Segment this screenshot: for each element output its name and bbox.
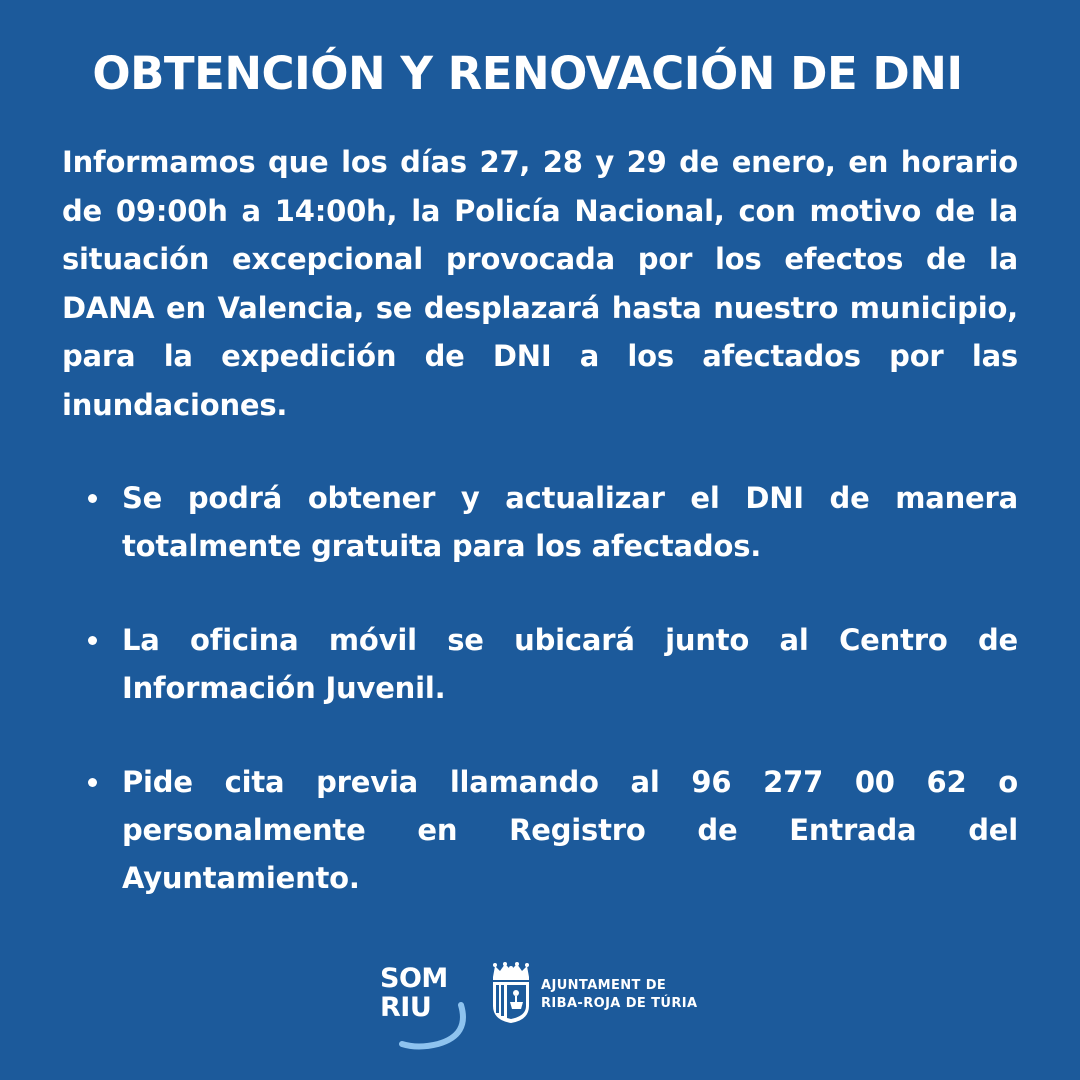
bullet-dot-icon xyxy=(88,636,97,645)
somriu-wordmark xyxy=(380,964,448,1022)
somriu-line-1: SOM xyxy=(380,963,448,994)
bullet-text: Pide cita previa llamando al 96 277 00 62 o personalmente en Registro de Entrada del Ayuntamiento. xyxy=(122,765,1018,895)
bullet-item-free-dni xyxy=(62,474,1018,570)
ajuntament-line-2: RIBA-ROJA DE TÚRIA xyxy=(541,996,698,1011)
bullet-dot-icon xyxy=(88,494,97,503)
coat-of-arms-icon xyxy=(490,962,532,1024)
bullet-list xyxy=(62,474,1018,902)
ajuntament-logo-text xyxy=(541,977,697,1013)
somriu-line-2: RIU xyxy=(380,992,432,1023)
bullet-dot-icon xyxy=(88,778,97,787)
bullet-text: Se podrá obtener y actualizar el DNI de manera totalmente gratuita para los afectados. xyxy=(122,481,1018,563)
page-title: OBTENCIÓN Y RENOVACIÓN DE DNI xyxy=(92,47,963,100)
bullet-item-office-location xyxy=(62,616,1018,712)
somriu-logo xyxy=(378,960,478,1055)
footer-logos xyxy=(0,960,1080,1060)
ajuntament-line-1: AJUNTAMENT DE xyxy=(541,978,667,993)
intro-paragraph: Informamos que los días 27, 28 y 29 de enero, en horario de 09:00h a 14:00h, la Policía Nacional, con motivo de la situación excepcional provocada por los efectos de la DANA en Valencia, se desplazará hasta nuestro municipio, para la expedición de DNI a los afectados por las inundaciones. xyxy=(62,145,1018,422)
bullet-text: La oficina móvil se ubicará junto al Centro de Información Juvenil. xyxy=(122,623,1018,705)
bullet-item-appointment xyxy=(62,758,1018,902)
